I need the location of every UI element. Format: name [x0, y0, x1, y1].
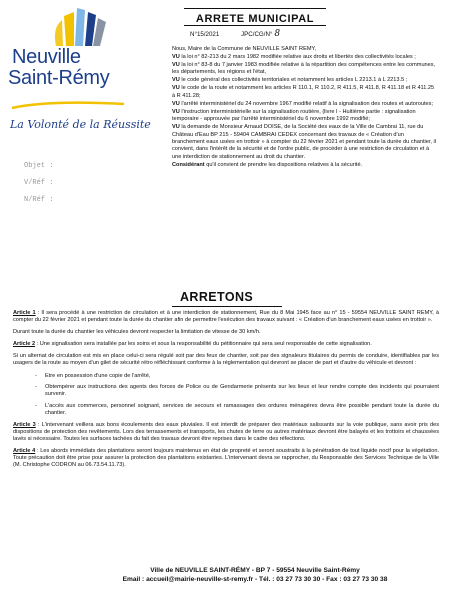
list-item: - L'accès aux commerces, personnel soignant, services de secours et ramassages des ordures ménagères devra être possible pendant toute la durée du chantier. [13, 403, 439, 417]
article-1: Article 1 : Il sera procédé à une restriction de circulation et à une interdiction de stationnement, Rue du 8 Mai 1945 face au n° 15 - 59554 NEUVILLE SAINT REMY, à compter du 22 février 2021 et pendant toute la durée du chantier afin de permettre l'exécution des travaux suivant : « Création d'un branchement eaux usées en trottoir ». [13, 310, 439, 324]
nref-label: N/Réf : [24, 196, 54, 204]
logo-emblem-icon [44, 6, 116, 48]
vref-label: V/Réf : [24, 179, 54, 187]
footer-contact-row: Email : accueil@mairie-neuville-st-remy.fr - Tél. : 03 27 73 30 30 - Fax : 03 27 73 30 38 [122, 575, 388, 583]
article-4: Article 4 : Les abords immédiats des plantations seront toujours maintenus en état de propreté et seront soustraits à la pénétration de tout liquide nocif pour la végétation. Toute précaution doit être prise pour assurer la protection des plantations existantes. L'intervenant devra se rapprocher, du Responsable des Services Technique de la Ville (M. Christophe CODRON au 06.73.54.11.73). [13, 447, 440, 468]
considerant-item: VU l'instruction interministérielle sur la signalisation routière, (livre I - Huitième partie : signalisation temporaire - approuvée par l'arrêté interministériel du 6 novembre 1992 modifié; [172, 108, 416, 123]
side-labels [24, 158, 53, 209]
considerant-item: Considérant qu'il convient de prendre les dispositions relatives à la sécurité. [172, 161, 363, 168]
decree-number: N°15/2021 [190, 31, 220, 38]
footer-address: Ville de NEUVILLE SAINT-RÉMY - BP 7 - 59554 Neuville Saint-Rémy [150, 567, 360, 574]
article-2: Article 2 : Une signalisation sera installée par les soins et sous la responsabilité du pétitionnaire qui sera seul responsable de cette signalisation. [13, 341, 372, 348]
considerant-item: VU la loi n° 82-213 du 2 mars 1982 modifiée relative aux droits et libertés des collectivités locales ; [172, 54, 416, 60]
municipal-logo [8, 6, 151, 136]
decree-title: ARRETE MUNICIPAL [195, 13, 315, 25]
logo-text-line1: Neuville [12, 46, 81, 68]
footer-fax: Fax : 03 27 73 30 38 [326, 575, 388, 583]
obligations-list [13, 373, 439, 417]
arretons-heading: ARRETONS [180, 290, 254, 304]
considerant-item: VU l'arrêté interministériel du 24 novembre 1967 modifié relatif à la signalisation des routes et autoroutes; [172, 100, 434, 107]
logo-tagline: La Volonté de la Réussite [10, 118, 151, 131]
logo-text-line2: Saint-Rémy [8, 67, 110, 89]
logo-swoosh-icon [8, 98, 128, 112]
handwritten-number-icon: 8 [274, 29, 281, 39]
considerant-item: VU le code de la route et notamment les articles R 110.1, R 110.2, R 411.5, R 411.8, R 411.18 et R 411.25 à R 411.28; [172, 85, 435, 99]
decree-title-box [184, 8, 326, 26]
objet-label: Objet : [24, 162, 54, 170]
reference-line [190, 29, 280, 39]
list-item: - Etre en possession d'une copie de l'arrêté, [13, 373, 439, 380]
considerant-item: VU le code général des collectivités territoriales et notamment les articles L 2213.1 à L 2213.5 ; [172, 77, 408, 84]
considerants-block [172, 46, 438, 170]
considerant-item: Nous, Maire de la Commune de NEUVILLE SAINT REMY, [172, 46, 317, 52]
speed-limit-text: Durant toute la durée du chantier les véhicules devront respecter la limitation de vitesse de 30 km/h. [13, 329, 261, 336]
arretons-underline [172, 306, 282, 307]
page-footer [70, 567, 440, 584]
list-item: - Obtempérer aux instructions des agents des forces de Police ou de Gendarmerie présents sur les lieux et leur rendre compte des incidents qui pourraient survenir. [13, 384, 439, 398]
footer-tel: Tél. : 03 27 73 30 30 [259, 575, 321, 583]
article-3: Article 3 : L'intervenant veillera aux bons écoulements des eaux pluviales. Il est interdit de préparer des matériaux salissants sur la voie publique, sans avoir pris des dispositions de protection des revêtements. Lors des terrassements et transports, les chutes de terre ou autres matériaux devront être balayés et les trottoirs et chaussées lavés si nécessaire. Toutes les surfaces tachées du fait des travaux devront être reprises dans le cadre des réfections. [13, 421, 439, 442]
articles-block [13, 310, 439, 474]
alternat-text: Si un alternat de circulation est mis en place celui-ci sera régulé soit par des feux de chantier, soit par des signaleurs titulaires du permis de conduire, identifiables par les usagers de la route au moyen d'un gilet de sécurité rétro réfléchissant conforme à la réglementation qui devront se placer de part et d'autre du véhicule et devront : [13, 353, 439, 367]
considerant-item: VU la demande de Monsieur Arnaud DOISE, de la Société des eaux de la Ville de Cambrai 11, rue du Château d'Eau BP 215 - 59404 CAMBRAI CEDEX concernant des travaux de « Création d'un branchement eaux usées en trottoir » à compter du 22 février 2021 et pendant toute la durée du chantier, il convient, dans l'intérêt de la sécurité et de l'ordre public, de procéder à une restriction de circulation et à une interdiction de stationnement au droit du chantier. [172, 124, 437, 160]
footer-email: Email : accueil@mairie-neuville-st-remy.fr [122, 575, 254, 583]
considerant-item: VU la loi n° 83-8 du 7 janvier 1983 modifiée relative à la répartition des compétences entre les communes, les départements, les régions et l'état, [172, 62, 436, 76]
decree-ref: JPC/CG/N° [241, 31, 273, 38]
